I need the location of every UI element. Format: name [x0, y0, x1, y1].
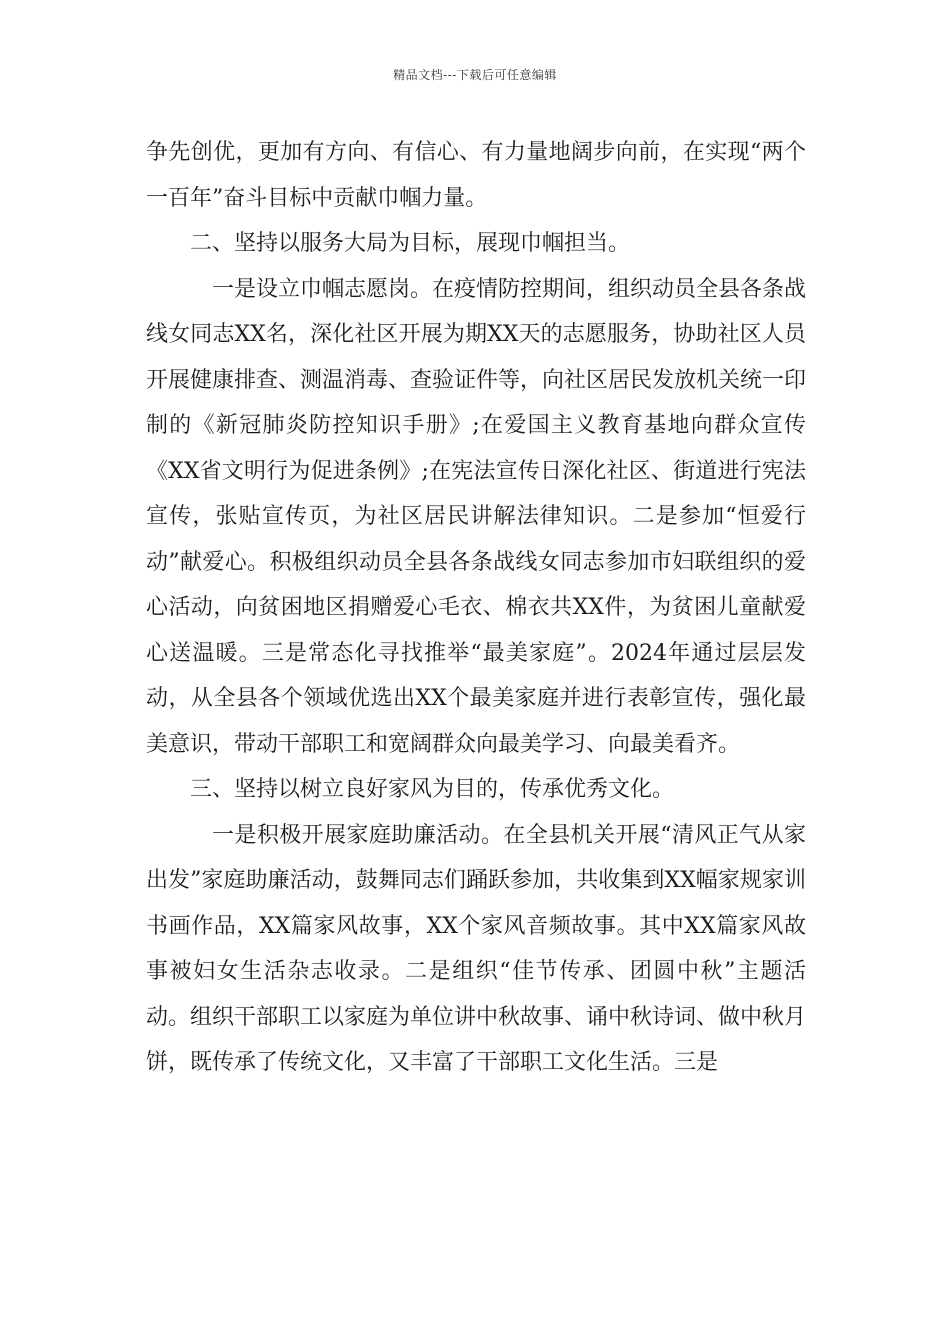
- paragraph-continuation: 争先创优，更加有方向、有信心、有力量地阔步向前，在实现“两个一百年”奋斗目标中贡献巾帼力量。: [146, 140, 806, 211]
- page-header: 精品文档---下载后可任意编辑: [393, 68, 557, 82]
- section-heading-3: 三、坚持以树立良好家风为目的，传承优秀文化。: [190, 777, 675, 802]
- paragraph-section-2-body: 一是设立巾帼志愿岗。在疫情防控期间，组织动员全县各条战线女同志XX名，深化社区开展为期XX天的志愿服务，协助社区人员开展健康排查、测温消毒、查验证件等，向社区居民发放机关统一印制的《新冠肺炎防控知识手册》;在爱国主义教育基地向群众宣传《XX省文明行为促进条例》;在宪法宣传日深化社区、街道进行宪法宣传，张贴宣传页，为社区居民讲解法律知识。二是参加“恒爱行动”献爱心。积极组织动员全县各条战线女同志参加市妇联组织的爱心活动，向贫困地区捐赠爱心毛衣、棉衣共XX件，为贫困儿童献爱心送温暖。三是常态化寻找推举“最美家庭”。2024年通过层层发动，从全县各个领域优选出XX个最美家庭并进行表彰宣传，强化最美意识，带动干部职工和宽阔群众向最美学习、向最美看齐。: [146, 276, 807, 757]
- document-body: [146, 130, 806, 1086]
- section-heading-2: 二、坚持以服务大局为目标，展现巾帼担当。: [190, 231, 631, 256]
- paragraph-section-3-body: 一是积极开展家庭助廉活动。在全县机关开展“清风正气从家出发”家庭助廉活动，鼓舞同志们踊跃参加，共收集到XX幅家规家训书画作品，XX篇家风故事，XX个家风音频故事。其中XX篇家风故事被妇女生活杂志收录。二是组织“佳节传承、团圆中秋”主题活动。组织干部职工以家庭为单位讲中秋故事、诵中秋诗词、做中秋月饼，既传承了传统文化，又丰富了干部职工文化生活。三是: [146, 822, 807, 1075]
